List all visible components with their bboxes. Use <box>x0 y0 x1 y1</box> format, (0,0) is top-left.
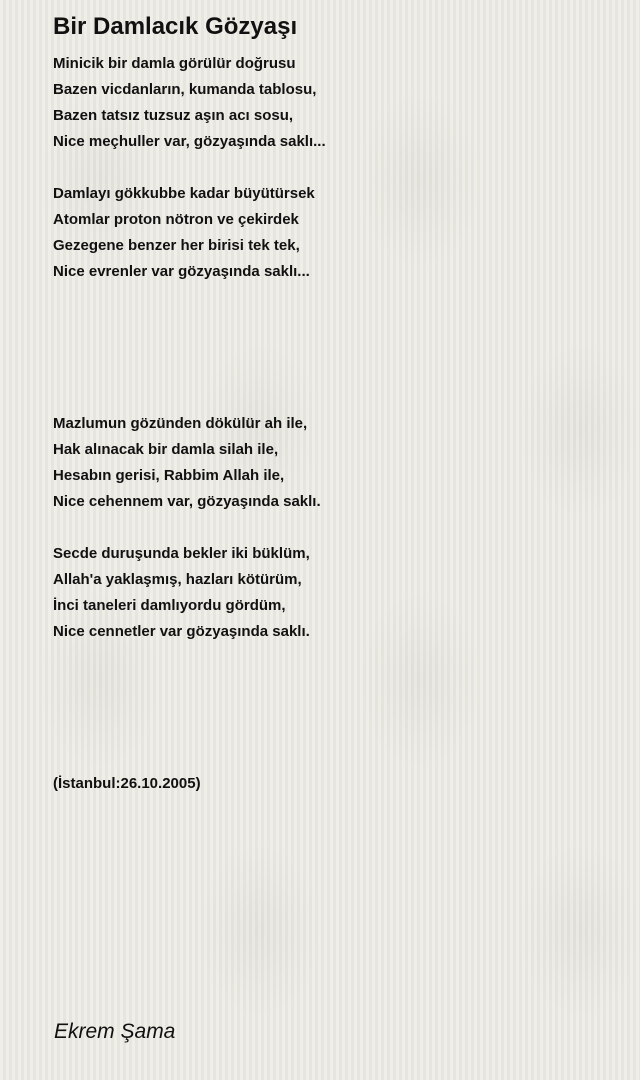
poem-title: Bir Damlacık Gözyaşı <box>53 13 298 40</box>
poem-line: Hesabın gerisi, Rabbim Allah ile, <box>53 467 285 484</box>
poem-stanza <box>53 541 310 645</box>
poem-line: Damlayı gökkubbe kadar büyütürsek <box>53 185 315 202</box>
poem-line: Nice evrenler var gözyaşında saklı... <box>53 263 310 280</box>
poem-line: Nice meçhuller var, gözyaşında saklı... <box>53 133 326 150</box>
poem-line: Atomlar proton nötron ve çekirdek <box>53 211 299 228</box>
poem-author: Ekrem Şama <box>54 1020 176 1043</box>
poem-stanza <box>53 181 315 285</box>
poem-line: Bazen vicdanların, kumanda tablosu, <box>53 81 317 98</box>
poem-line: İnci taneleri damlıyordu gördüm, <box>53 597 286 614</box>
poem-line: Bazen tatsız tuzsuz aşın acı sosu, <box>53 107 294 124</box>
poem-line: Gezegene benzer her birisi tek tek, <box>53 237 300 254</box>
poem-line: Minicik bir damla görülür doğrusu <box>53 55 296 72</box>
poem-line: Hak alınacak bir damla silah ile, <box>53 441 279 458</box>
poem-stanza <box>53 51 326 155</box>
poem-line: Secde duruşunda bekler iki büklüm, <box>53 545 310 562</box>
poem-line: Nice cennetler var gözyaşında saklı. <box>53 623 310 640</box>
poem-stanza <box>53 411 321 515</box>
poem-line: Mazlumun gözünden dökülür ah ile, <box>53 415 308 432</box>
poem-date-note: (İstanbul:26.10.2005) <box>53 775 201 792</box>
poem-line: Nice cehennem var, gözyaşında saklı. <box>53 493 321 510</box>
poem-line: Allah'a yaklaşmış, hazları kötürüm, <box>53 571 302 588</box>
